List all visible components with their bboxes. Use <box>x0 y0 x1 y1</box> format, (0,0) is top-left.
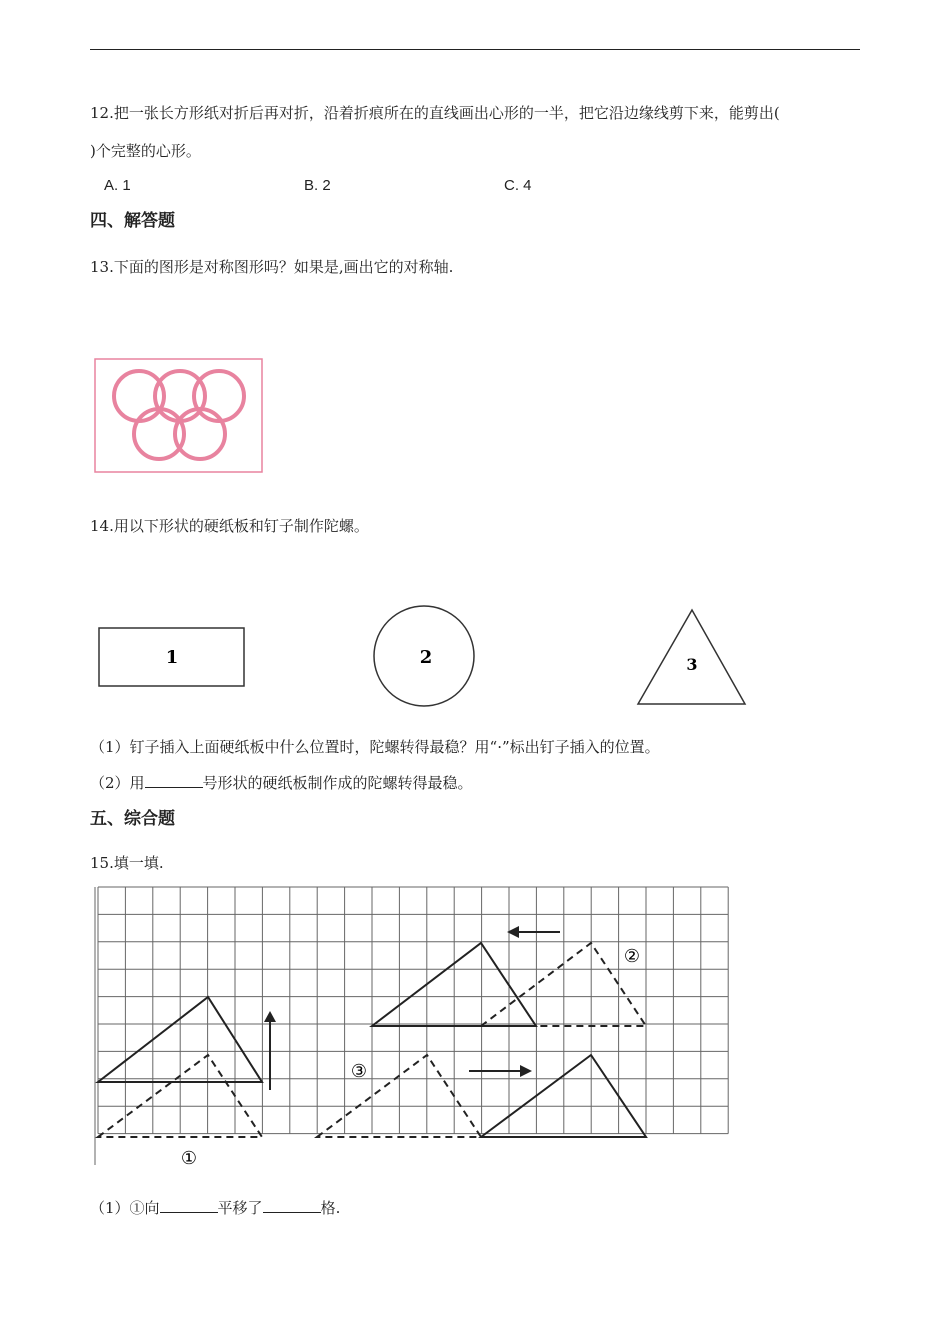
q13-text: 13.下面的图形是对称图形吗？如果是,画出它的对称轴. <box>90 258 454 276</box>
section-heading-5: 五、综合题 <box>90 809 175 829</box>
section-heading-4: 四、解答题 <box>90 211 175 231</box>
q12-text-line2: )个完整的心形。 <box>90 142 201 160</box>
q15-direction-blank[interactable] <box>160 1198 218 1213</box>
q15-count-blank[interactable] <box>263 1198 321 1213</box>
q12-text-line1: 12.把一张长方形纸对折后再对折，沿着折痕所在的直线画出心形的一半，把它沿边缘线剪下来，能剪出( <box>90 104 780 122</box>
grid-label-2: ② <box>623 946 641 967</box>
q15-sub1-middle: 平移了 <box>217 1199 263 1217</box>
arrow-left-icon <box>507 926 560 938</box>
arrow-right-icon <box>469 1065 532 1077</box>
q15-text: 15.填一填. <box>90 854 164 872</box>
q14-sub1: （1）钉子插入上面硬纸板中什么位置时，陀螺转得最稳？用“·”标出钉子插入的位置。 <box>90 738 660 756</box>
q12-option-c[interactable]: C. 4 <box>504 177 532 194</box>
grid-label-3: ③ <box>350 1061 368 1082</box>
q15-sub1-suffix: 格. <box>320 1199 341 1217</box>
q14-sub2-suffix: 号形状的硬纸板制作成的陀螺转得最稳。 <box>202 774 473 792</box>
grid-label-1: ① <box>180 1148 198 1169</box>
q15-sub1-prefix: （1）①向 <box>90 1199 160 1217</box>
q12-option-a[interactable]: A. 1 <box>104 177 131 194</box>
q15-sub1 <box>90 1198 340 1218</box>
shape-label-3: 3 <box>686 655 698 674</box>
q14-text: 14.用以下形状的硬纸板和钉子制作陀螺。 <box>90 517 369 535</box>
q14-sub2-prefix: （2）用 <box>90 774 145 792</box>
arrow-up-icon <box>264 1011 276 1090</box>
q12-option-b[interactable]: B. 2 <box>304 177 331 194</box>
shape-label-2: 2 <box>419 647 433 668</box>
shape-label-1: 1 <box>165 647 179 668</box>
